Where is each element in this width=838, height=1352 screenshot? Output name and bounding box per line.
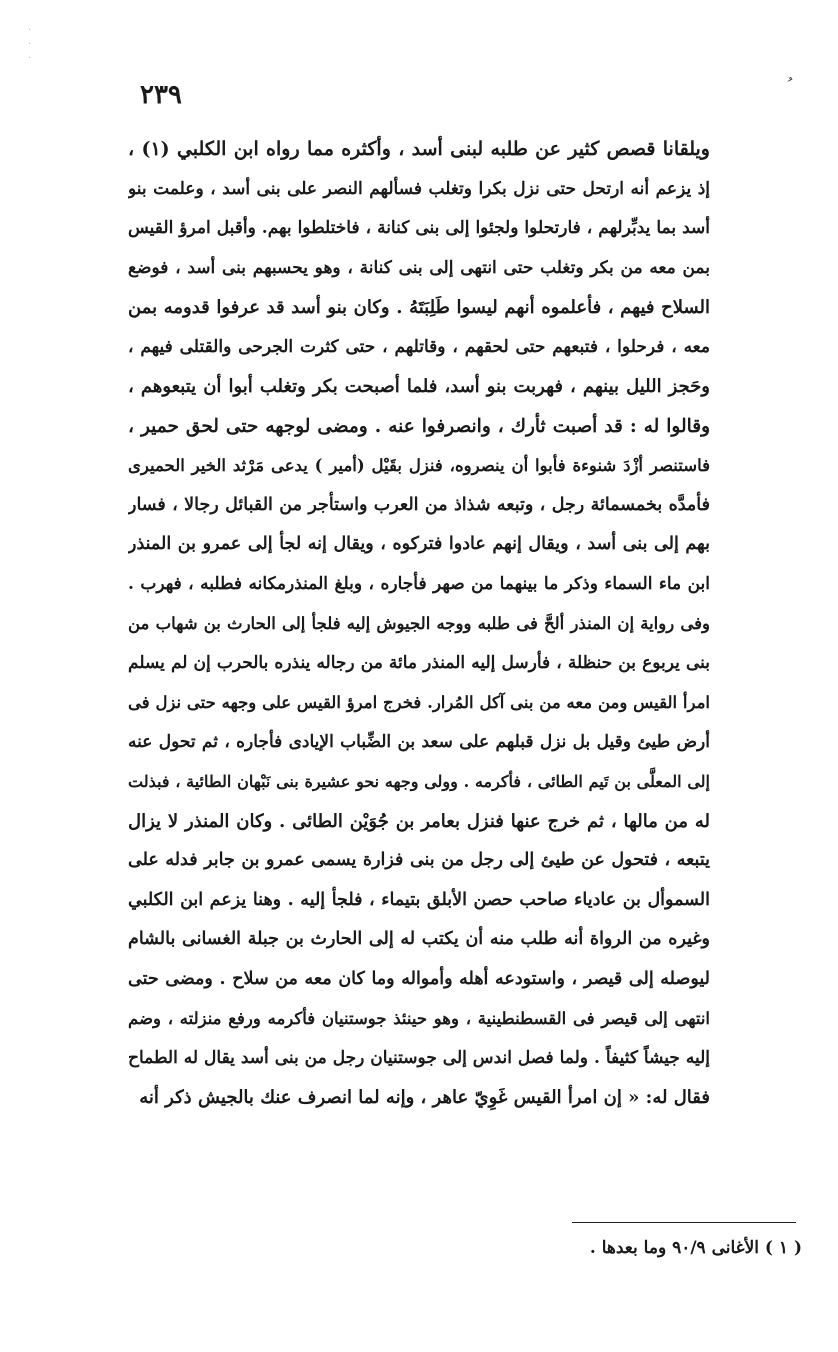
text-line: بمن معه من بكر وتغلب حتى انتهى إلى بنى كنانة ، وهو يحسبهم بنى أسد ، فوضع xyxy=(128,257,710,278)
text-line: وقالوا له : قد أصبت ثأرك ، وانصرفوا عنه . ومضى لوجهه حتى لحق حمير ، xyxy=(128,415,710,437)
text-line: أسد بما يدبِّرلهم ، فارتحلوا ولجئوا إلى بنى كنانة ، فاختلطوا بهم. وأقبل امرؤ القيس xyxy=(128,218,710,238)
text-line: فقال له: « إن امرأ القيس غَوِيّ عاهر ، وإنه لما انصرف عنك بالجيش ذكر أنه xyxy=(139,1087,710,1108)
text-line: السلاح فيهم ، فأعلموه أنهم ليسوا طَلِبَتَهُ . وكان بنو أسد قد عرفوا قدومه بمن xyxy=(128,297,710,318)
body-text xyxy=(128,130,710,1118)
text-line: وغيره من الرواة أنه طلب منه أن يكتب له إلى الحارث بن جبلة الغسانى بالشام xyxy=(128,929,710,949)
footnote: ( ١ ) الأغانى ٩٠/٩ وما بعدها . xyxy=(589,1238,802,1258)
text-line: إذ يزعم أنه ارتحل حتى نزل بكرا وتغلب فسألهم النصر على بنى أسد ، وعلمت بنو xyxy=(128,178,710,199)
footnote-separator xyxy=(572,1222,796,1223)
scan-edge-dots: · · · xyxy=(28,25,32,64)
text-line: فأمدَّه بخمسمائة رجل ، وتبعه شذاذ من العرب واستأجر من القبائل رجالا ، فسار xyxy=(128,494,710,515)
text-line: يتبعه ، فتحول عن طيئ إلى رجل من بنى فزارة يسمى عمرو بن جابر فدله على xyxy=(128,850,710,870)
text-line: ليوصله إلى قيصر ، واستودعه أهله وأمواله وما كان معه من سلاح . ومضى حتى xyxy=(128,968,710,989)
text-line: إلى المعلَّى بن تَيم الطائى ، فأكرمه . وولى وجهه نحو عشيرة بنى نَبْهان الطائية ، فبذلت xyxy=(128,772,710,791)
text-line: ويلقانا قصص كثير عن طلبه لبنى أسد ، وأكثره مما رواه ابن الكلبي (١) ، xyxy=(128,138,710,160)
text-line: ابن ماء السماء وذكر ما بينهما من صهر فأجاره ، وبلغ المنذرمكانه فطلبه ، فهرب . xyxy=(128,573,710,594)
text-line: معه ، فرحلوا ، فتبعهم حتى لحقهم ، وقاتلهم ، حتى كثرت الجرحى والقتلى فيهم ، xyxy=(128,336,710,357)
text-line: أرض طيئ وقيل بل نزل قبلهم على سعد بن الضِّباب الإيادى فأجاره ، ثم تحول عنه xyxy=(128,731,710,752)
text-line: انتهى إلى قيصر فى القسطنطينية ، وهو حينئذ جوستنيان فأكرمه ورفع منزلته ، وضم xyxy=(128,1009,710,1028)
page-number: ٢٣٩ xyxy=(140,80,182,110)
text-line: وحَجز الليل بينهم ، فهربت بنو أسد، فلما أصبحت بكر وتغلب أبوا أن يتبعوهم ، xyxy=(128,376,710,397)
text-line: له من مالها ، ثم خرج عنها فنزل بعامر بن جُوَيْن الطائى . وكان المنذر لا يزال xyxy=(128,810,710,832)
text-line: فاستنصر أزْدَ شنوءة فأبوا أن ينصروه، فنزل بقَيْل (أمير ) يدعى مَرْثد الخير الحميرى xyxy=(128,456,710,475)
text-line: إليه جيشاً كثيفاً . ولما فصل اندس إلى جوستنيان رجل من بنى أسد يقال له الطماح xyxy=(128,1047,710,1068)
text-line: امرأ القيس ومن معه من بنى آكل المُرار. فخرج امرؤ القيس على وجهه حتى نزل فى xyxy=(128,693,710,712)
text-line: بهم إلى بنى أسد ، ويقال إنهم عادوا فتركوه ، ويقال إنه لجأ إلى عمرو بن المنذر xyxy=(128,534,710,554)
text-line: السموأل بن عادياء صاحب حصن الأبلق بتيماء ، فلجأ إليه . وهنا يزعم ابن الكلبي xyxy=(128,889,710,910)
text-line: وفى رواية إن المنذر ألحَّ فى طلبه ووجه الجيوش إليه فلجأ إلى الحارث بن شهاب من xyxy=(128,614,710,633)
text-line: بنى يربوع بن حنظلة ، فأرسل إليه المنذر مائة من رجاله ينذره بالحرب إن لم يسلم xyxy=(128,652,710,673)
